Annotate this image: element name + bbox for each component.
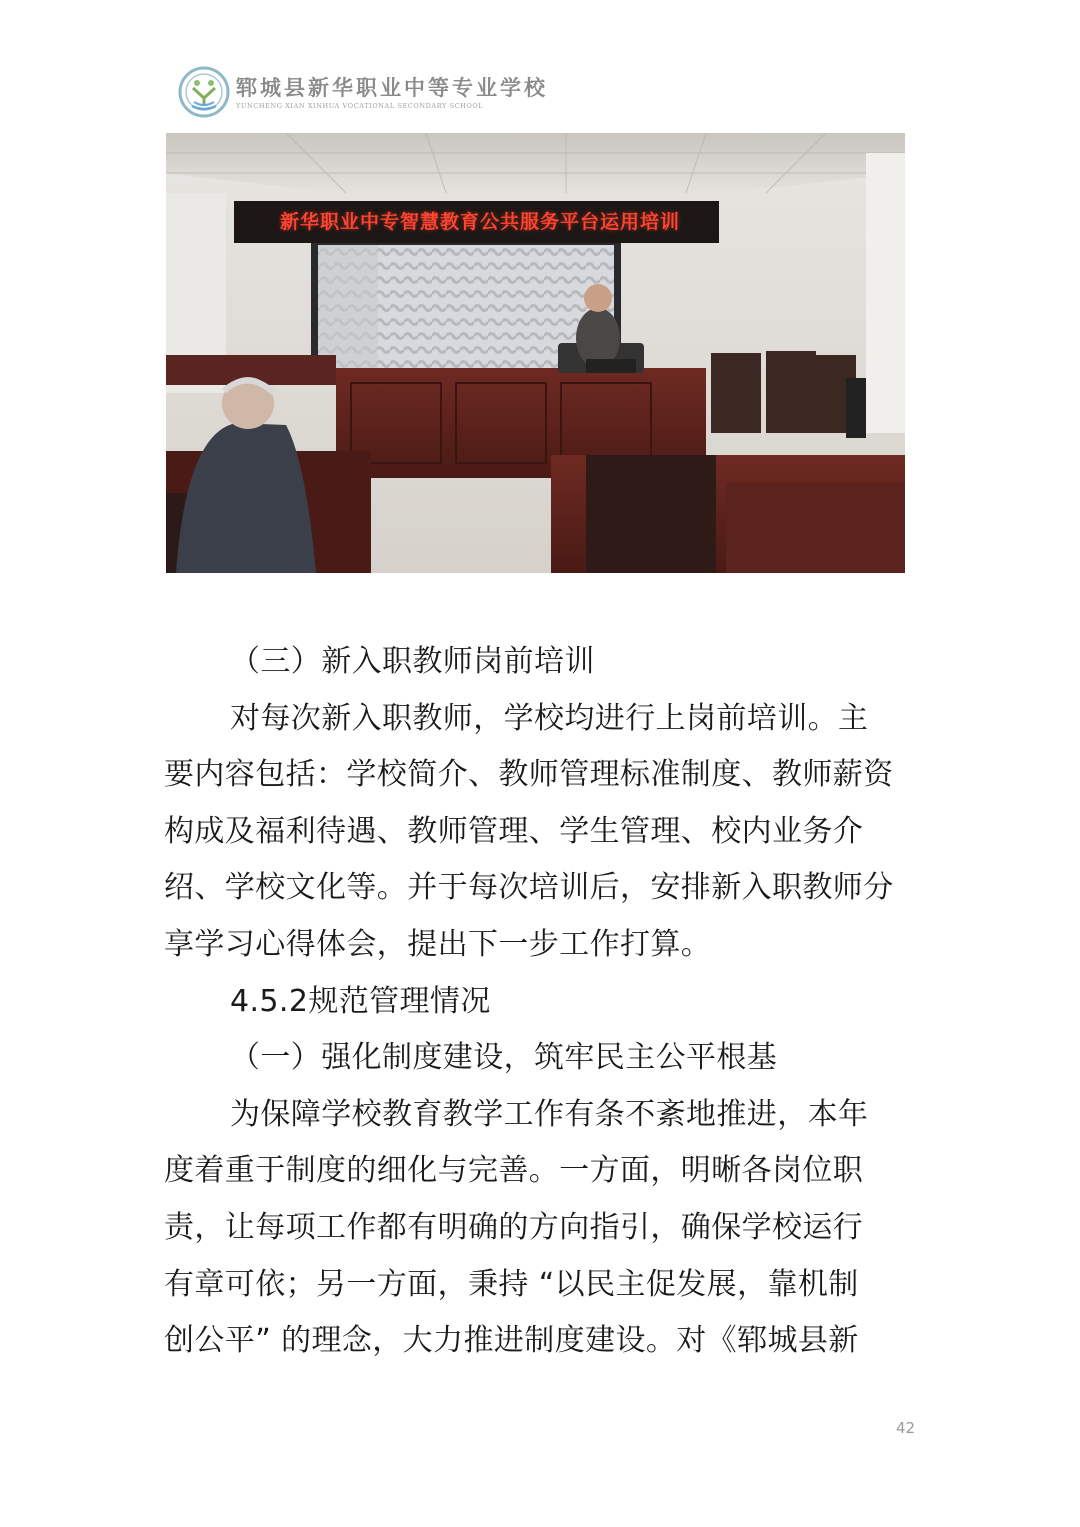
photo-banner-text: 新华职业中专智慧教育公共服务平台运用培训 xyxy=(279,211,680,233)
paragraph-line: 构成及福利待遇、教师管理、学生管理、校内业务介 xyxy=(164,813,864,849)
section-heading-452: 4.5.2规范管理情况 xyxy=(230,983,491,1019)
paragraph-line: 有章可依；另一方面，秉持 “以民主促发展，靠机制 xyxy=(164,1266,859,1302)
school-logo-icon xyxy=(178,66,230,118)
page-header xyxy=(178,66,548,120)
paragraph-line: 度着重于制度的细化与完善。一方面，明晰各岗位职 xyxy=(164,1153,864,1189)
training-photo xyxy=(166,133,905,573)
document-body xyxy=(164,634,918,1370)
school-name-en: YUNCHENG XIAN XINHUA VOCATIONAL SECONDARY SCHOOL xyxy=(236,102,484,110)
paragraph-line: 为保障学校教育教学工作有条不紊地推进，本年 xyxy=(230,1096,869,1132)
paragraph-line: 责，让每项工作都有明确的方向指引，确保学校运行 xyxy=(164,1209,864,1245)
school-name: 郓城县新华职业中等专业学校 xyxy=(236,75,548,100)
heading-new-teacher-training: （三）新入职教师岗前培训 xyxy=(230,644,595,679)
paragraph-line: 创公平” 的理念，大力推进制度建设。对《郓城县新 xyxy=(164,1323,859,1359)
page-number: 42 xyxy=(896,1419,916,1437)
paragraph-line: 对每次新入职教师，学校均进行上岗前培训。主 xyxy=(230,700,869,736)
paragraph-line: 要内容包括：学校简介、教师管理标准制度、教师薪资 xyxy=(164,757,894,793)
heading-system-building: （一）强化制度建设，筑牢民主公平根基 xyxy=(230,1040,778,1076)
paragraph-line: 绍、学校文化等。并于每次培训后，安排新入职教师分 xyxy=(164,870,894,906)
paragraph-line: 享学习心得体会，提出下一步工作打算。 xyxy=(164,926,712,962)
